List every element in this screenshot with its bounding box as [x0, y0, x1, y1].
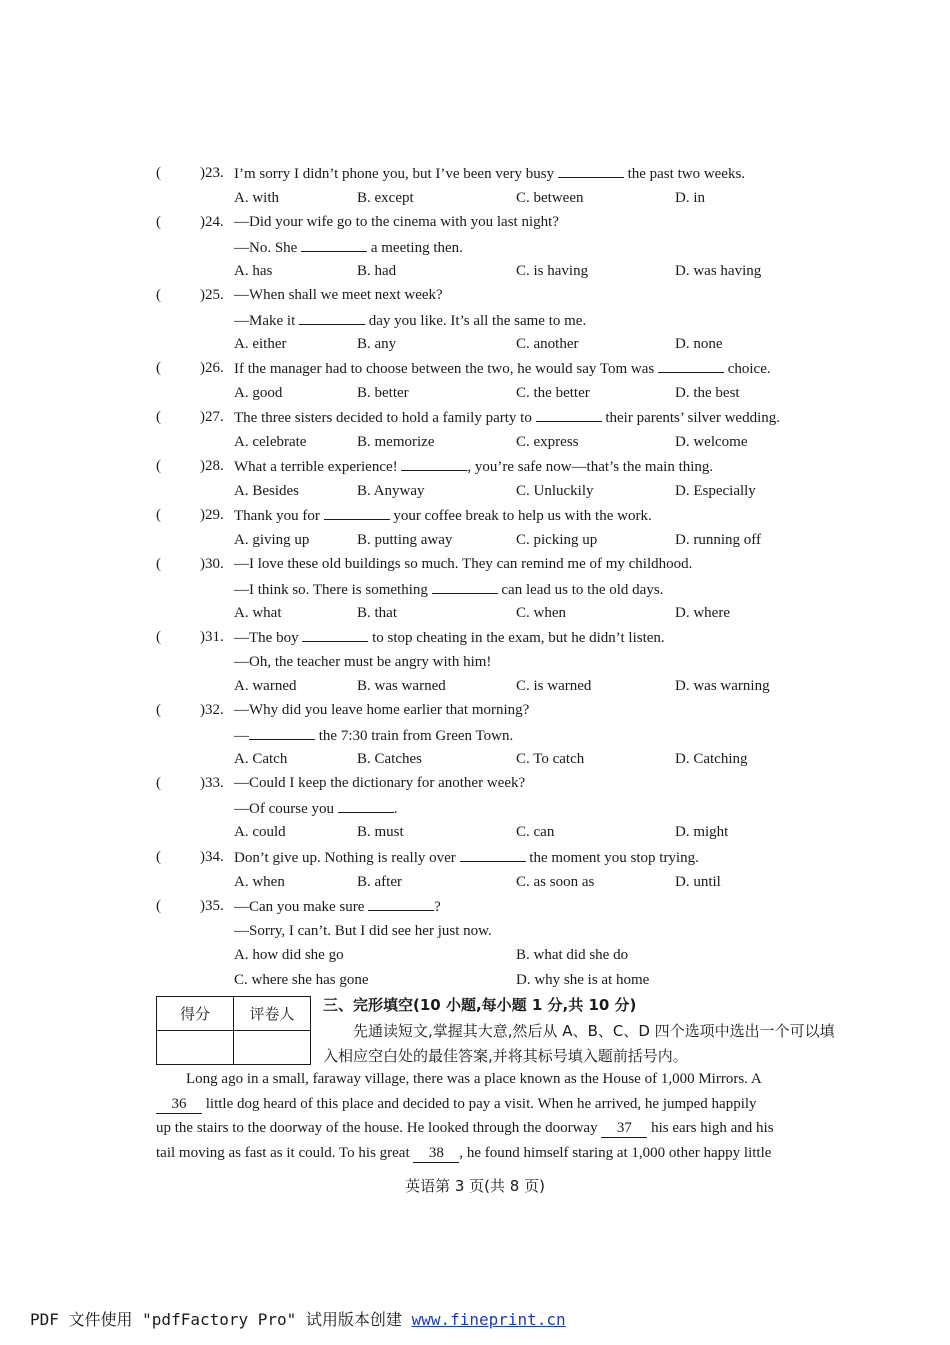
question-line — [156, 405, 846, 430]
stem-text: —The boy — [234, 630, 303, 646]
question-line — [156, 283, 846, 308]
question-item — [156, 503, 846, 552]
question-stem — [234, 503, 652, 529]
question-number: )25. — [200, 287, 224, 303]
question-stem — [234, 405, 780, 431]
question-line — [156, 796, 846, 821]
answer-bracket: ( — [156, 898, 161, 914]
option-d: D. welcome — [675, 433, 748, 450]
options-row — [156, 381, 846, 406]
stem-text: — — [234, 727, 249, 744]
option-c: C. the better — [516, 384, 590, 401]
option-c: C. Unluckily — [516, 482, 594, 499]
question-line — [156, 356, 846, 381]
option-a: A. when — [234, 873, 285, 890]
option-b: B. better — [357, 384, 409, 401]
passage-text: , he found himself staring at 1,000 other happy little — [459, 1144, 772, 1161]
answer-blank — [338, 796, 394, 813]
blank-36: 36 — [156, 1095, 202, 1114]
stem-text: —Did your wife go to the cinema with you last night? — [234, 214, 559, 230]
stem-text: day you like. It’s all the same to me. — [365, 312, 587, 329]
options-row — [156, 332, 846, 357]
question-item — [156, 894, 846, 992]
question-stem — [234, 650, 491, 675]
question-line — [156, 503, 846, 528]
score-table — [156, 996, 311, 1065]
options-row — [156, 479, 846, 504]
question-stem — [234, 723, 513, 749]
watermark-text: PDF 文件使用 "pdfFactory Pro" 试用版本创建 — [30, 1310, 412, 1329]
passage-line — [156, 1141, 836, 1166]
options-row — [156, 601, 846, 626]
pdf-watermark — [30, 1307, 566, 1330]
question-number: )33. — [200, 775, 224, 791]
answer-blank — [302, 625, 368, 642]
question-item — [156, 283, 846, 357]
options-row — [156, 968, 846, 993]
passage-text: tail moving as fast as it could. To his great — [156, 1144, 414, 1161]
blank-37: 37 — [601, 1119, 647, 1138]
option-a: A. what — [234, 605, 282, 621]
score-header: 得分 — [157, 997, 234, 1031]
option-b: B. after — [357, 873, 402, 890]
option-c: C. when — [516, 605, 566, 621]
option-d: D. Catching — [675, 751, 748, 767]
question-stem — [234, 161, 745, 187]
option-b: B. what did she do — [516, 947, 629, 963]
question-item — [156, 698, 846, 772]
question-item — [156, 210, 846, 284]
question-stem — [234, 771, 525, 796]
answer-blank — [249, 723, 315, 740]
answer-bracket: ( — [156, 556, 161, 572]
option-b: B. Catches — [357, 751, 422, 767]
stem-text: the 7:30 train from Green Town. — [315, 727, 514, 744]
option-d: D. running off — [675, 531, 761, 548]
option-b: B. any — [357, 336, 397, 352]
answer-bracket: ( — [156, 702, 161, 718]
passage-text: little dog heard of this place and decided to pay a visit. When he arrived, he jumped happily — [202, 1095, 757, 1112]
option-b: B. must — [357, 824, 404, 840]
stem-text: to stop cheating in the exam, but he didn’t listen. — [368, 630, 665, 646]
option-d: D. the best — [675, 384, 740, 401]
question-line — [156, 308, 846, 333]
option-d: D. was having — [675, 263, 762, 279]
option-c: C. between — [516, 189, 584, 206]
stem-text: the past two weeks. — [623, 166, 746, 182]
option-c: C. To catch — [516, 751, 585, 767]
stem-text: —No. She — [234, 239, 302, 256]
question-number: )29. — [200, 507, 224, 523]
answer-blank — [460, 845, 526, 862]
question-line — [156, 577, 846, 602]
answer-blank — [432, 577, 498, 594]
option-a: A. warned — [234, 678, 297, 694]
option-a: A. how did she go — [234, 947, 344, 963]
question-line — [156, 894, 846, 919]
stem-text: —I love these old buildings so much. They can remind me of my childhood. — [234, 556, 693, 572]
question-stem — [234, 235, 463, 261]
stem-text: choice. — [723, 361, 771, 377]
answer-blank — [299, 308, 365, 325]
option-b: B. except — [357, 189, 414, 206]
question-line — [156, 698, 846, 723]
stem-text: I’m sorry I didn’t phone you, but I’ve been very busy — [234, 166, 558, 182]
options-row — [156, 528, 846, 553]
option-c: C. is having — [516, 263, 589, 279]
score-cell — [157, 1031, 234, 1065]
passage-line — [156, 1092, 836, 1117]
option-d: D. Especially — [675, 482, 756, 499]
question-line — [156, 161, 846, 186]
question-number: )28. — [200, 458, 224, 474]
question-item — [156, 845, 846, 894]
question-stem — [234, 356, 771, 382]
option-a: A. Catch — [234, 751, 288, 767]
question-stem — [234, 552, 692, 577]
question-line — [156, 723, 846, 748]
answer-blank — [301, 235, 367, 252]
stem-text: What a terrible experience! — [234, 459, 402, 475]
options-row — [156, 870, 846, 895]
question-stem — [234, 698, 529, 723]
stem-text: If the manager had to choose between the two, he would say Tom was — [234, 361, 658, 377]
question-stem — [234, 894, 441, 920]
options-row — [156, 943, 846, 968]
option-b: B. memorize — [357, 433, 435, 450]
option-a: A. giving up — [234, 531, 310, 548]
stem-text: —Can you make sure — [234, 899, 369, 915]
options-row — [156, 430, 846, 455]
option-c: C. can — [516, 824, 555, 840]
question-item — [156, 454, 846, 503]
question-number: )31. — [200, 629, 224, 645]
answer-blank — [368, 894, 434, 911]
answer-blank — [401, 454, 467, 471]
question-line — [156, 771, 846, 796]
answer-bracket: ( — [156, 458, 161, 474]
option-d: D. was warning — [675, 678, 770, 694]
options-row — [156, 674, 846, 699]
question-number: )27. — [200, 409, 224, 425]
question-stem — [234, 796, 397, 822]
question-item — [156, 771, 846, 845]
options-row — [156, 747, 846, 772]
question-item — [156, 405, 846, 454]
stem-text: a meeting then. — [367, 239, 463, 256]
options-row — [156, 186, 846, 211]
stem-text: their parents’ silver wedding. — [601, 410, 780, 426]
option-b: B. putting away — [357, 531, 453, 548]
answer-bracket: ( — [156, 775, 161, 791]
passage-text: Long ago in a small, faraway village, there was a place known as the House of 1,000 Mirrors. A — [186, 1071, 762, 1087]
option-b: B. that — [357, 605, 397, 621]
option-d: D. why she is at home — [516, 971, 650, 988]
question-stem — [234, 577, 663, 603]
question-number: )24. — [200, 214, 224, 230]
option-c: C. picking up — [516, 531, 598, 548]
answer-bracket: ( — [156, 360, 161, 376]
stem-text: can lead us to the old days. — [497, 581, 664, 598]
answer-bracket: ( — [156, 629, 161, 645]
answer-bracket: ( — [156, 165, 161, 181]
question-line — [156, 919, 846, 944]
question-line — [156, 625, 846, 650]
stem-text: —I think so. There is something — [234, 581, 432, 598]
option-d: D. might — [675, 824, 729, 840]
stem-text: —Could I keep the dictionary for another week? — [234, 775, 526, 791]
option-a: A. good — [234, 384, 283, 401]
stem-text: The three sisters decided to hold a family party to — [234, 410, 536, 426]
option-a: A. Besides — [234, 482, 299, 499]
section-title: 三、完形填空(10 小题,每小题 1 分,共 10 分) — [323, 996, 637, 1014]
options-row — [156, 820, 846, 845]
passage-text: up the stairs to the doorway of the house. He looked through the doorway — [156, 1120, 602, 1136]
cloze-passage — [156, 1067, 836, 1165]
stem-text: —Make it — [234, 312, 299, 329]
question-number: )26. — [200, 360, 224, 376]
question-number: )30. — [200, 556, 224, 572]
option-c: C. is warned — [516, 678, 592, 694]
stem-text: . — [393, 800, 398, 817]
section-instruction: 先通读短文,掌握其大意,然后从 A、B、C、D 四个选项中选出一个可以填入相应空白处的最佳答案,并将其标号填入题前括号内。 — [323, 1022, 835, 1065]
stem-text: Thank you for — [234, 508, 324, 524]
answer-bracket: ( — [156, 287, 161, 303]
stem-text: —Sorry, I can’t. But I did see her just now. — [234, 922, 492, 939]
option-a: A. could — [234, 824, 286, 840]
question-line — [156, 552, 846, 577]
question-stem — [234, 283, 443, 308]
blank-38: 38 — [413, 1144, 459, 1163]
stem-text: ? — [434, 899, 441, 915]
question-line — [156, 454, 846, 479]
option-d: D. where — [675, 605, 730, 621]
option-c: C. as soon as — [516, 873, 595, 890]
answer-blank — [324, 503, 390, 520]
question-stem — [234, 308, 586, 334]
stem-text: —When shall we meet next week? — [234, 287, 443, 303]
question-line — [156, 650, 846, 675]
passage-text: his ears high and his — [647, 1120, 774, 1136]
question-stem — [234, 454, 713, 480]
question-item — [156, 625, 846, 699]
option-d: D. none — [675, 336, 723, 352]
option-d: D. in — [675, 189, 705, 206]
passage-line — [156, 1067, 836, 1092]
option-d: D. until — [675, 873, 721, 890]
question-stem — [234, 210, 559, 235]
stem-text: Don’t give up. Nothing is really over — [234, 850, 460, 866]
question-number: )34. — [200, 849, 224, 865]
question-stem — [234, 625, 665, 651]
option-b: B. had — [357, 263, 397, 279]
question-item — [156, 161, 846, 210]
option-c: C. where she has gone — [234, 971, 369, 988]
question-item — [156, 552, 846, 626]
page-footer: 英语第 3 页(共 8 页) — [405, 1177, 545, 1195]
option-b: B. Anyway — [357, 482, 425, 499]
option-a: A. with — [234, 189, 279, 206]
stem-text: your coffee break to help us with the work. — [389, 508, 652, 524]
stem-text: , you’re safe now—that’s the main thing. — [467, 459, 714, 475]
question-number: )23. — [200, 165, 224, 181]
option-a: A. either — [234, 336, 287, 352]
answer-blank — [658, 356, 724, 373]
question-line — [156, 210, 846, 235]
question-line — [156, 235, 846, 260]
option-a: A. celebrate — [234, 433, 307, 450]
question-line — [156, 845, 846, 870]
stem-text: the moment you stop trying. — [525, 850, 699, 866]
question-stem — [234, 845, 699, 871]
stem-text: —Oh, the teacher must be angry with him! — [234, 653, 492, 670]
answer-blank — [536, 405, 602, 422]
answer-bracket: ( — [156, 849, 161, 865]
stem-text: —Of course you — [234, 800, 338, 817]
grader-header: 评卷人 — [234, 997, 311, 1031]
option-b: B. was warned — [357, 678, 446, 694]
stem-text: —Why did you leave home earlier that morning? — [234, 702, 530, 718]
answer-bracket: ( — [156, 507, 161, 523]
answer-bracket: ( — [156, 409, 161, 425]
question-stem — [234, 919, 492, 944]
option-a: A. has — [234, 263, 273, 279]
question-item — [156, 356, 846, 405]
question-number: )35. — [200, 898, 224, 914]
question-number: )32. — [200, 702, 224, 718]
grader-cell — [234, 1031, 311, 1065]
option-c: C. another — [516, 336, 579, 352]
options-row — [156, 259, 846, 284]
option-c: C. express — [516, 433, 579, 450]
answer-bracket: ( — [156, 214, 161, 230]
watermark-link[interactable]: www.fineprint.cn — [411, 1310, 566, 1329]
passage-line — [156, 1116, 836, 1141]
answer-blank — [558, 161, 624, 178]
